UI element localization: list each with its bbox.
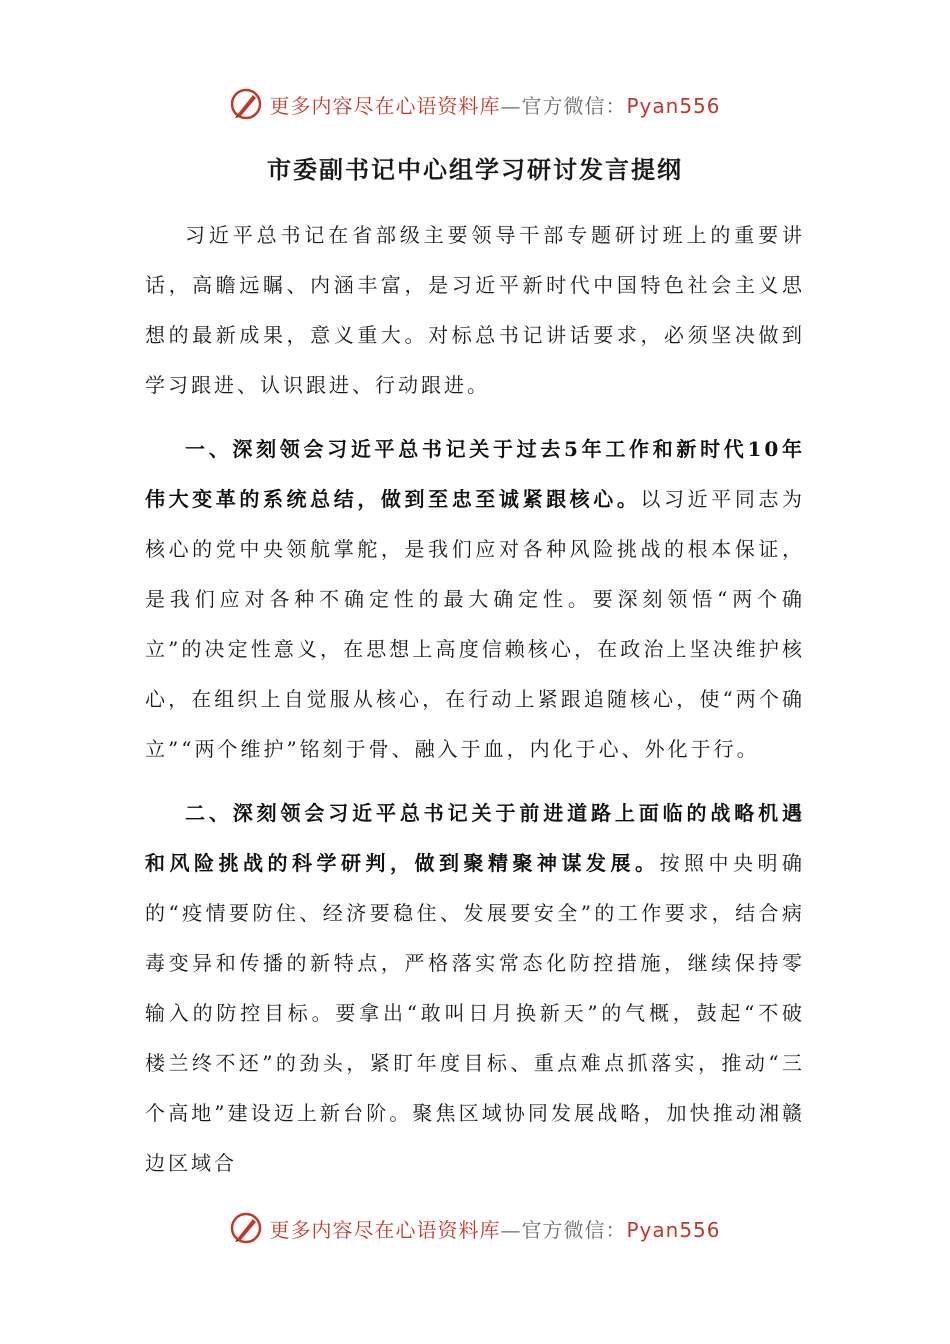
banner-text: 更多内容尽在心语资料库—官方微信：Pyan556	[269, 1217, 721, 1242]
section-1-paragraph: 一、深刻领会习近平总书记关于过去5年工作和新时代10年伟大变革的系统总结，做到至忠至诚紧跟核心。以习近平同志为核心的党中央领航掌舵，是我们应对各种风险挑战的根本保证，是我们应对各种不确定性的最大确定性。要深刻领悟“两个确立”的决定性意义，在思想上高度信赖核心，在政治上坚决维护核心，在组织上自觉服从核心，在行动上紧跟追随核心，使“两个确立”“两个维护”铭刻于骨、融入于血，内化于心、外化于行。	[145, 437, 806, 761]
quill-pen-logo-icon	[229, 87, 263, 121]
section-2-paragraph: 二、深刻领会习近平总书记关于前进道路上面临的战略机遇和风险挑战的科学研判，做到聚精聚神谋发展。按照中央明确的“疫情要防住、经济要稳住、发展要安全”的工作要求，结合病毒变异和传播的新特点，严格落实常态化防控措施，继续保持零输入的防控目标。要拿出“敢叫日月换新天”的气概，鼓起“不破楼兰终不还”的劲头，紧盯年度目标、重点难点抓落实，推动“三个高地”建设迈上新台阶。聚焦区域协同发展战略，加快推动湘赣边区域合	[145, 801, 805, 1175]
header-banner	[0, 84, 950, 124]
section-2-heading: 二、深刻领会习近平总书记关于前进道路上面临的战略机遇和风险挑战的科学研判，做到聚精聚神谋发展。	[145, 801, 805, 875]
document-title: 市委副书记中心组学习研讨发言提纲	[267, 155, 683, 184]
section-1-heading: 一、深刻领会习近平总书记关于过去5年工作和新时代10年伟大变革的系统总结，做到至忠至诚紧跟核心。	[145, 437, 805, 511]
footer-banner	[0, 1208, 950, 1248]
quill-pen-logo-icon	[229, 1211, 263, 1245]
document-body	[145, 210, 805, 1202]
banner-text: 更多内容尽在心语资料库—官方微信：Pyan556	[269, 93, 721, 118]
intro-paragraph: 习近平总书记在省部级主要领导干部专题研讨班上的重要讲话，高瞻远瞩、内涵丰富，是习近平新时代中国特色社会主义思想的最新成果，意义重大。对标总书记讲话要求，必须坚决做到学习跟进、认识跟进、行动跟进。	[145, 223, 805, 397]
